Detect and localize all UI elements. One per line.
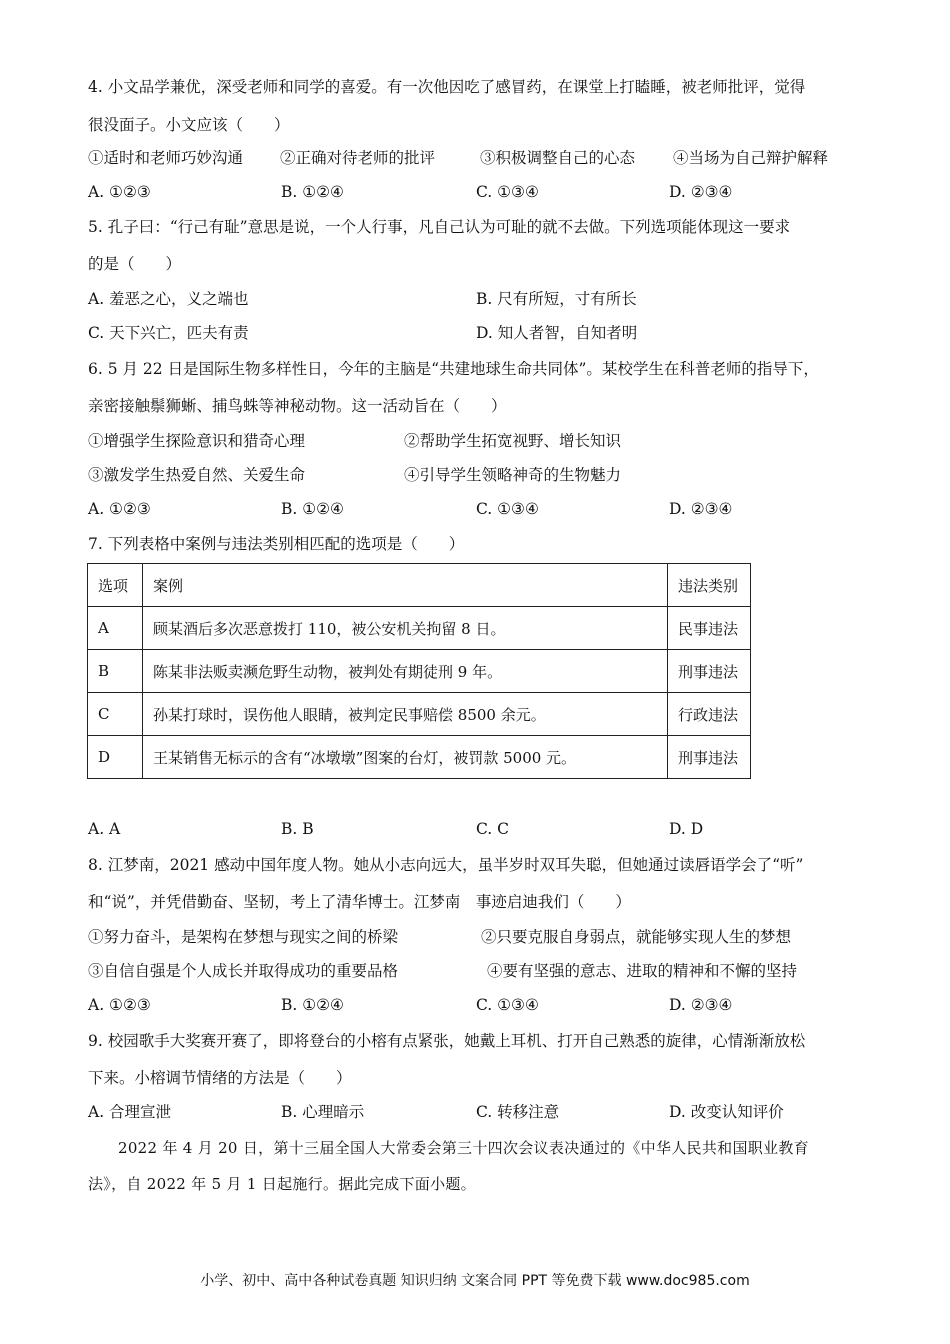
- q6-item-1: ①增强学生探险意识和猎奇心理: [88, 432, 306, 450]
- q7-option-a: A. A: [88, 820, 121, 838]
- q6-option-b: B. ①②④: [281, 500, 344, 518]
- q9-stem-line1: 9. 校园歌手大奖赛开赛了，即将登台的小榕有点紧张，她戴上耳机、打开自己熟悉的旋律，心情渐渐放松: [88, 1032, 806, 1050]
- q8-item-2: ②只要克服自身弱点，就能够实现人生的梦想: [481, 928, 792, 946]
- q9-option-d: D. 改变认知评价: [669, 1103, 784, 1121]
- row-case: 王某销售无标示的含有“冰墩墩”图案的台灯，被罚款 5000 元。: [143, 736, 668, 779]
- q5-option-b: B. 尺有所短，寸有所长: [476, 290, 637, 308]
- table-row: [88, 736, 751, 779]
- row-violation-type: 民事违法: [668, 607, 751, 650]
- q8-item-1: ①努力奋斗，是架构在梦想与现实之间的桥梁: [88, 928, 399, 946]
- q6-option-a: A. ①②③: [88, 500, 151, 518]
- q4-option-a: A. ①②③: [88, 183, 151, 201]
- q4-item-3: ③积极调整自己的心态: [480, 149, 636, 167]
- row-violation-type: 行政违法: [668, 693, 751, 736]
- q6-item-2: ②帮助学生拓宽视野、增长知识: [404, 432, 622, 450]
- row-option: C: [88, 693, 143, 736]
- q4-item-1: ①适时和老师巧妙沟通: [88, 149, 244, 167]
- q8-stem-line1: 8. 江梦南，2021 感动中国年度人物。她从小志向远大，虽半岁时双耳失聪，但她通过读唇语学会了“听”: [88, 856, 804, 874]
- q6-stem-line2: 亲密接触鬃狮蜥、捕鸟蛛等神秘动物。这一活动旨在（ ）: [88, 397, 507, 415]
- row-case: 孙某打球时，误伤他人眼睛，被判定民事赔偿 8500 余元。: [143, 693, 668, 736]
- q4-stem-line2: 很没面子。小文应该（ ）: [88, 116, 290, 134]
- q4-item-4: ④当场为自己辩护解释: [673, 149, 829, 167]
- q4-stem-line1: 4. 小文品学兼优，深受老师和同学的喜爱。有一次他因吃了感冒药，在课堂上打瞌睡，被老师批评，觉得: [88, 78, 806, 96]
- q5-stem-line2: 的是（ ）: [88, 255, 182, 273]
- q7-stem: 7. 下列表格中案例与违法类别相匹配的选项是（ ）: [88, 535, 465, 553]
- table-row: [88, 650, 751, 693]
- q7-option-c: C. C: [476, 820, 510, 838]
- q8-item-4: ④要有坚强的意志、进取的精神和不懈的坚持: [487, 962, 798, 980]
- header-violation-type: 违法类别: [668, 564, 751, 607]
- material-line2: 法》，自 2022 年 5 月 1 日起施行。据此完成下面小题。: [88, 1175, 476, 1193]
- row-violation-type: 刑事违法: [668, 650, 751, 693]
- q9-option-c: C. 转移注意: [476, 1103, 560, 1121]
- q8-option-b: B. ①②④: [281, 996, 344, 1014]
- page-footer: 小学、初中、高中各种试卷真题 知识归纳 文案合同 PPT 等免费下载 www.doc985.com: [200, 1273, 750, 1289]
- q6-option-c: C. ①③④: [476, 500, 539, 518]
- q8-stem-line2: 和“说”，并凭借勤奋、坚韧，考上了清华博士。江梦南 事迹启迪我们（ ）: [88, 893, 631, 911]
- q8-option-c: C. ①③④: [476, 996, 539, 1014]
- q7-option-b: B. B: [281, 820, 314, 838]
- q7-case-table: [87, 563, 751, 779]
- q6-item-4: ④引导学生领略神奇的生物魅力: [404, 466, 622, 484]
- header-case: 案例: [143, 564, 668, 607]
- q8-option-a: A. ①②③: [88, 996, 151, 1014]
- q8-option-d: D. ②③④: [669, 996, 733, 1014]
- table-row: [88, 693, 751, 736]
- q5-option-a: A. 羞恶之心，义之端也: [88, 290, 249, 308]
- table-header-row: [88, 564, 751, 607]
- header-option: 选项: [88, 564, 143, 607]
- row-option: D: [88, 736, 143, 779]
- q5-option-d: D. 知人者智，自知者明: [476, 324, 638, 342]
- q4-option-c: C. ①③④: [476, 183, 539, 201]
- q9-option-a: A. 合理宣泄: [88, 1103, 172, 1121]
- q6-stem-line1: 6. 5 月 22 日是国际生物多样性日，今年的主脑是“共建地球生命共同体”。某校学生在科普老师的指导下，: [88, 360, 819, 378]
- row-option: A: [88, 607, 143, 650]
- q7-option-d: D. D: [669, 820, 704, 838]
- table-row: [88, 607, 751, 650]
- q6-item-3: ③激发学生热爱自然、关爱生命: [88, 466, 306, 484]
- q5-stem-line1: 5. 孔子曰：“行己有耻”意思是说，一个人行事，凡自己认为可耻的就不去做。下列选项能体现这一要求: [88, 218, 791, 236]
- q6-option-d: D. ②③④: [669, 500, 733, 518]
- q9-stem-line2: 下来。小榕调节情绪的方法是（ ）: [88, 1069, 352, 1087]
- q4-option-d: D. ②③④: [669, 183, 733, 201]
- row-option: B: [88, 650, 143, 693]
- row-case: 顾某酒后多次恶意拨打 110，被公安机关拘留 8 日。: [143, 607, 668, 650]
- q8-item-3: ③自信自强是个人成长并取得成功的重要品格: [88, 962, 399, 980]
- row-case: 陈某非法贩卖濒危野生动物，被判处有期徒刑 9 年。: [143, 650, 668, 693]
- material-line1: 2022 年 4 月 20 日，第十三届全国人大常委会第三十四次会议表决通过的《中华人民共和国职业教育: [118, 1139, 809, 1157]
- q5-option-c: C. 天下兴亡，匹夫有责: [88, 324, 249, 342]
- q4-item-2: ②正确对待老师的批评: [280, 149, 436, 167]
- q4-option-b: B. ①②④: [281, 183, 344, 201]
- row-violation-type: 刑事违法: [668, 736, 751, 779]
- q9-option-b: B. 心理暗示: [281, 1103, 365, 1121]
